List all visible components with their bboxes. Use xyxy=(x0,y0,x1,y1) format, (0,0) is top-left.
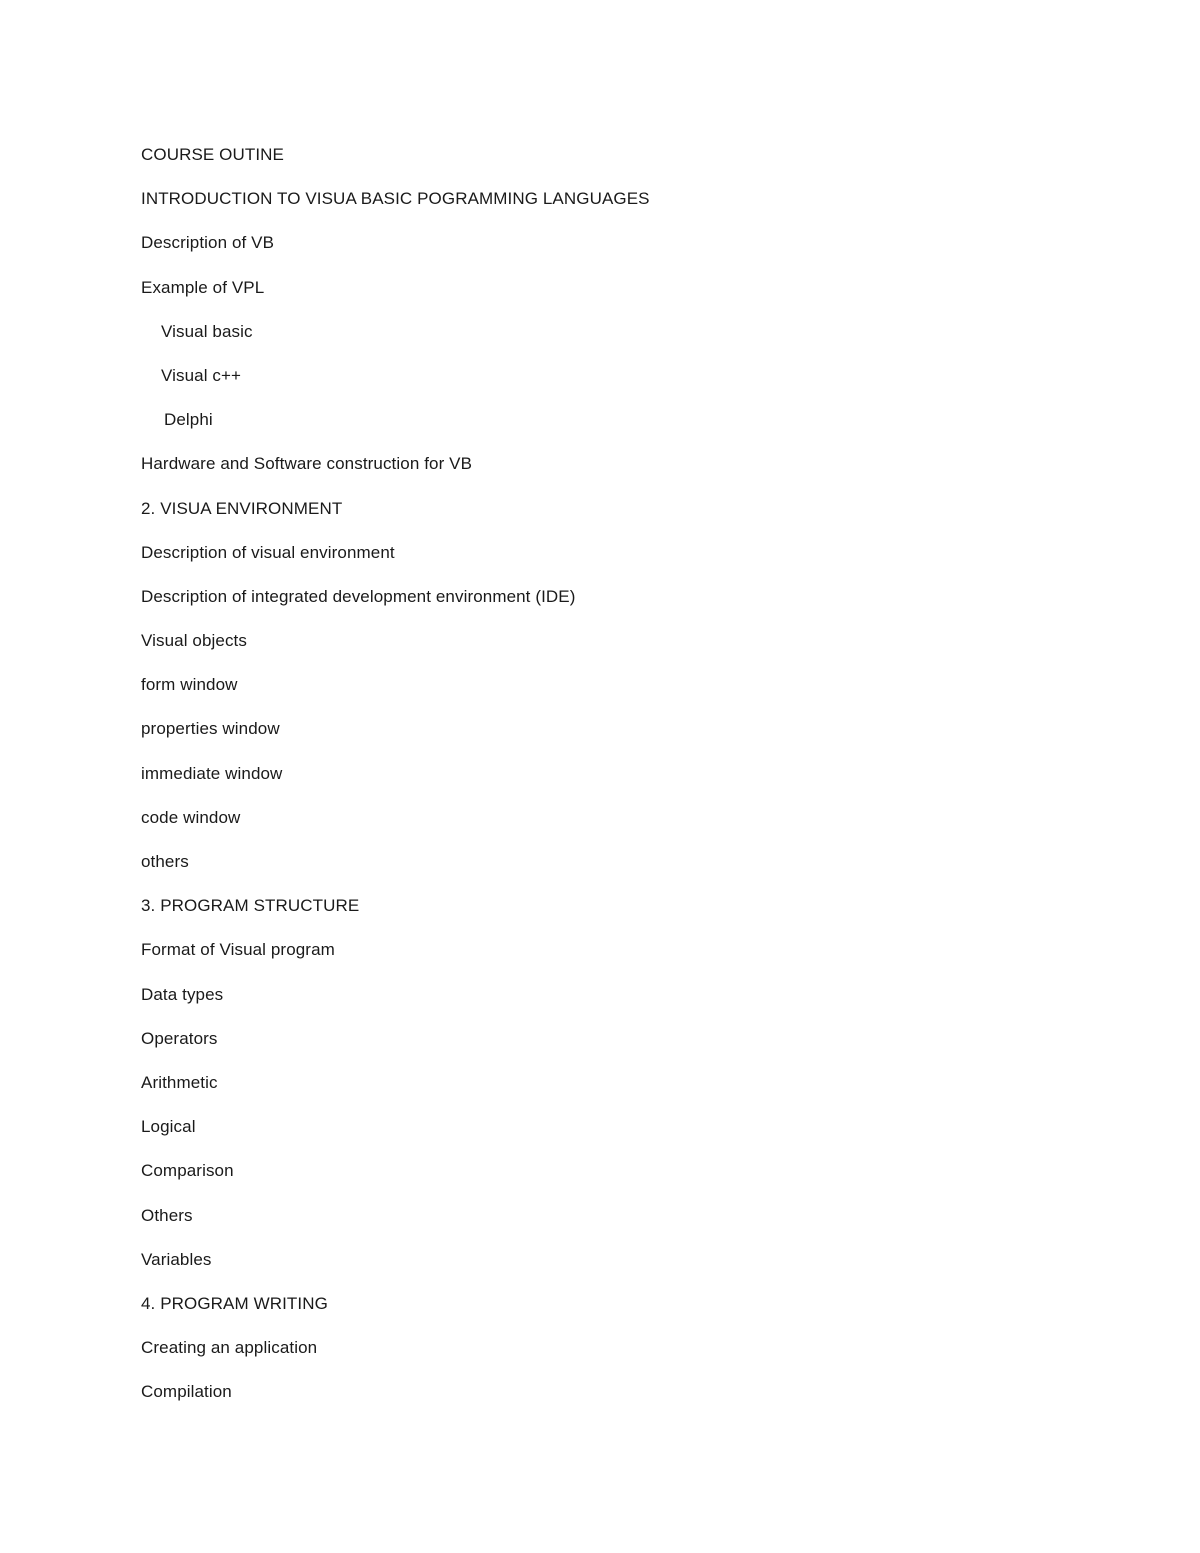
outline-item: Creating an application xyxy=(141,1338,318,1358)
outline-item: Description of visual environment xyxy=(141,542,395,562)
outline-item: Compilation xyxy=(141,1382,232,1402)
outline-item: Comparison xyxy=(141,1161,234,1181)
outline-subitem: Delphi xyxy=(164,410,213,430)
outline-subitem: Visual basic xyxy=(161,321,253,341)
outline-item: Variables xyxy=(141,1249,212,1269)
outline-item: properties window xyxy=(141,719,280,739)
outline-item: Visual objects xyxy=(141,631,247,651)
outline-item: code window xyxy=(141,807,241,827)
outline-item: Description of integrated development environment (IDE) xyxy=(141,586,576,606)
course-outline xyxy=(141,143,650,1424)
outline-item: Hardware and Software construction for VB xyxy=(141,454,473,474)
outline-item: Logical xyxy=(141,1117,196,1137)
document-title: COURSE OUTINE xyxy=(141,145,284,164)
outline-item: others xyxy=(141,852,189,871)
outline-item: Others xyxy=(141,1205,193,1225)
section-heading-3: 3. PROGRAM STRUCTURE xyxy=(141,896,360,916)
outline-item: Example of VPL xyxy=(141,277,265,297)
section-heading-4: 4. PROGRAM WRITING xyxy=(141,1293,328,1313)
outline-item: Operators xyxy=(141,1028,218,1048)
outline-item: Arithmetic xyxy=(141,1072,218,1092)
section-heading-2: 2. VISUA ENVIRONMENT xyxy=(141,498,343,518)
outline-item: immediate window xyxy=(141,763,283,783)
outline-subitem: Visual c++ xyxy=(161,365,242,385)
outline-item: form window xyxy=(141,675,238,695)
outline-item: Format of Visual program xyxy=(141,940,335,960)
outline-item: Data types xyxy=(141,984,224,1004)
outline-item: Description of VB xyxy=(141,233,275,253)
section-heading-1: INTRODUCTION TO VISUA BASIC POGRAMMING LANGUAGES xyxy=(141,189,650,209)
